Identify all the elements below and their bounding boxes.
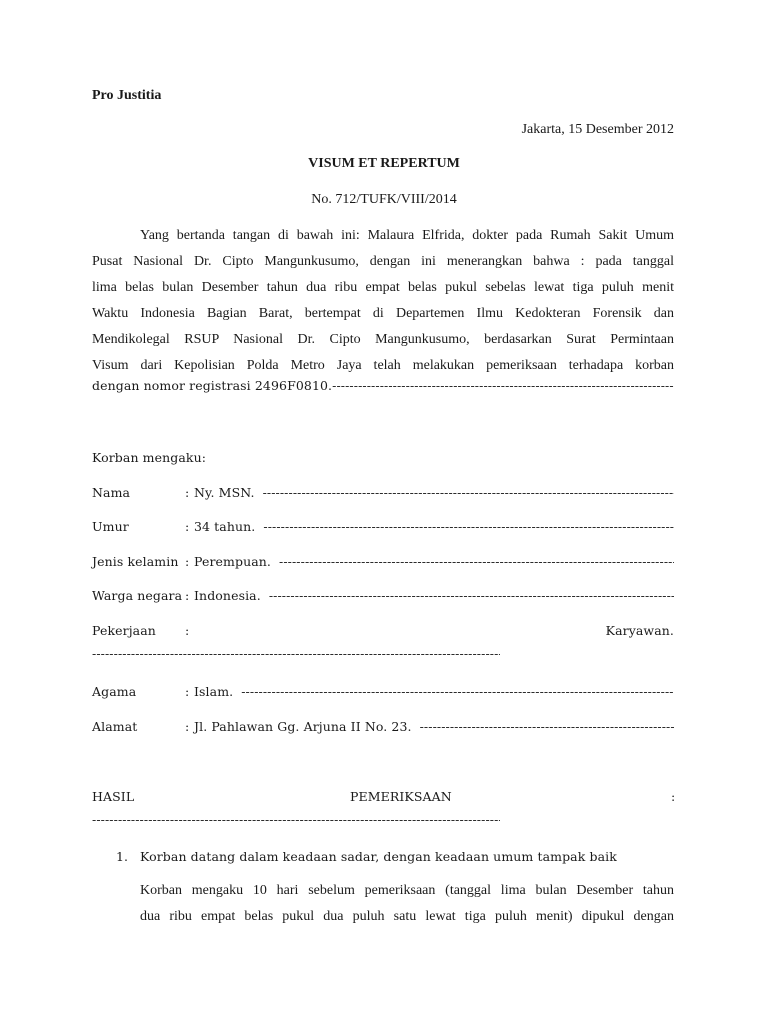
field-colon: : [185, 719, 190, 734]
results-heading-colon: : [671, 789, 676, 804]
dash-fill [241, 684, 674, 699]
field-label: Alamat [92, 719, 138, 734]
field-label: Pekerjaan [92, 623, 156, 638]
place-date: Jakarta, 15 Desember 2012 [521, 122, 674, 137]
field-label: Umur [92, 519, 129, 534]
document-number: No. 712/TUFK/VIII/2014 [311, 192, 457, 207]
field-value: Karyawan. [605, 623, 674, 638]
victim-heading: Korban mengaku: [92, 450, 207, 465]
dash-fill [269, 588, 674, 603]
field-row-warga-negara [92, 588, 674, 608]
result-para-line-2: dua ribu empat belas pukul dua puluh satu lewat tiga puluh menit) dipukul dengan [140, 909, 674, 924]
field-label: Agama [92, 684, 137, 699]
field-value: Indonesia. [194, 588, 261, 603]
field-value: Jl. Pahlawan Gg. Arjuna II No. 23. [194, 719, 412, 734]
dash-fill [336, 378, 674, 393]
field-row-umur [92, 519, 674, 539]
document-title: VISUM ET REPERTUM [308, 156, 460, 171]
field-row-alamat [92, 719, 674, 739]
intro-line-1: Yang bertanda tangan di bawah ini: Malaura Elfrida, dokter pada Rumah Sakit Umum [140, 228, 674, 243]
field-value: Islam. [194, 684, 234, 699]
result-para-line-1: Korban mengaku 10 hari sebelum pemeriksaan (tanggal lima bulan Desember tahun [140, 883, 674, 898]
intro-line-6: Visum dari Kepolisian Polda Metro Jaya telah melakukan pemeriksaan terhadapa korban [92, 358, 674, 373]
field-colon: : [185, 588, 190, 603]
field-label: Jenis kelamin [92, 554, 179, 569]
field-value: Perempuan. [194, 554, 272, 569]
dash-fill [263, 485, 674, 500]
field-colon: : [185, 519, 190, 534]
intro-line-5: Mendikolegal RSUP Nasional Dr. Cipto Mangunkusumo, berdasarkan Surat Permintaan [92, 332, 674, 347]
field-row-agama [92, 684, 674, 704]
field-colon: : [185, 623, 190, 638]
dash-fill [92, 812, 500, 827]
dash-fill [263, 519, 674, 534]
intro-line-7 [92, 378, 674, 393]
field-value: Ny. MSN. [194, 485, 255, 500]
dash-fill [92, 646, 500, 661]
field-row-jenis-kelamin [92, 554, 674, 574]
field-colon: : [185, 684, 190, 699]
field-row-nama [92, 485, 674, 505]
field-colon: : [185, 485, 190, 500]
list-item-text: Korban datang dalam keadaan sadar, dengan keadaan umum tampak baik [140, 849, 617, 864]
field-row-pekerjaan [92, 623, 674, 643]
field-value: 34 tahun. [194, 519, 256, 534]
dash-fill [420, 719, 674, 734]
intro-line-2: Pusat Nasional Dr. Cipto Mangunkusumo, dengan ini menerangkan bahwa : pada tanggal [92, 254, 674, 269]
field-label: Nama [92, 485, 131, 500]
results-heading-word1: HASIL [92, 789, 135, 804]
intro-line-3: lima belas bulan Desember tahun dua ribu empat belas pukul sebelas lewat tiga puluh menit [92, 280, 674, 295]
results-heading-word2: PEMERIKSAAN [350, 789, 452, 804]
dash-fill [279, 554, 674, 569]
pro-justitia-heading: Pro Justitia [92, 88, 162, 103]
field-colon: : [185, 554, 190, 569]
registration-text: dengan nomor registrasi 2496F0810.- [92, 378, 337, 393]
field-label: Warga negara [92, 588, 183, 603]
list-item-number: 1. [116, 849, 129, 864]
intro-line-4: Waktu Indonesia Bagian Barat, bertempat di Departemen Ilmu Kedokteran Forensik dan [92, 306, 674, 321]
